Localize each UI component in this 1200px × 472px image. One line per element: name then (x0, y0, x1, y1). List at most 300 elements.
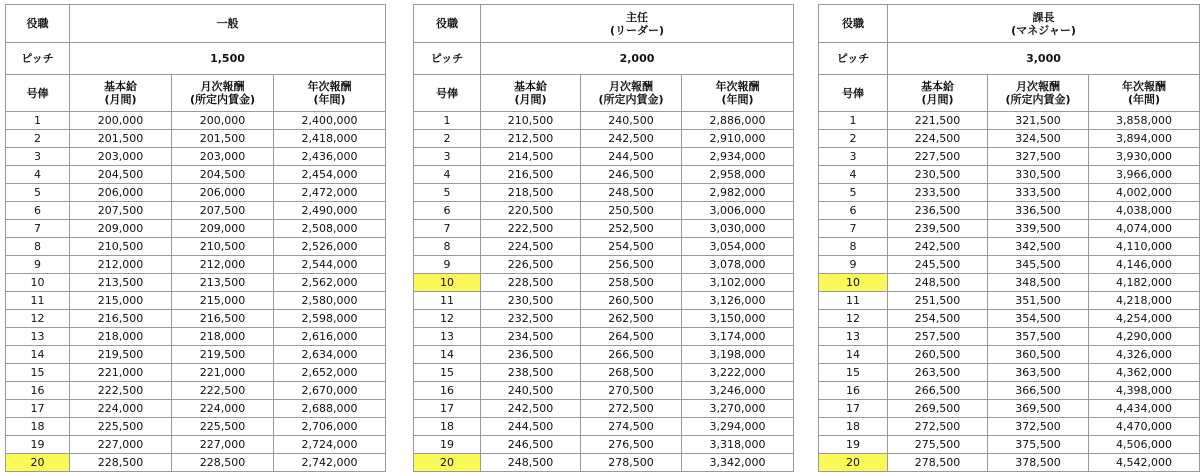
table-row (414, 148, 794, 166)
annual-pay-cell: 2,958,000 (682, 166, 794, 184)
base-salary-cell: 245,500 (888, 256, 988, 274)
annual-pay-cell: 3,222,000 (682, 364, 794, 382)
grade-cell: 4 (414, 166, 481, 184)
base-salary-cell: 230,500 (481, 292, 581, 310)
grade-cell: 5 (6, 184, 70, 202)
monthly-pay-cell: 215,000 (172, 292, 274, 310)
base-salary-cell: 224,000 (70, 400, 172, 418)
annual-pay-cell: 3,894,000 (1089, 130, 1200, 148)
pitch-value: 3,000 (888, 43, 1200, 75)
table-row (414, 202, 794, 220)
base-salary-cell: 220,500 (481, 202, 581, 220)
base-salary-cell: 204,500 (70, 166, 172, 184)
grade-cell: 16 (6, 382, 70, 400)
table-row (819, 238, 1200, 256)
annual-pay-cell: 3,054,000 (682, 238, 794, 256)
annual-pay-cell: 2,706,000 (274, 418, 386, 436)
grade-cell: 20 (819, 454, 888, 472)
table-row (819, 202, 1200, 220)
table-row (6, 202, 386, 220)
grade-cell: 16 (819, 382, 888, 400)
monthly-pay-cell: 242,500 (581, 130, 682, 148)
base-salary-cell: 206,000 (70, 184, 172, 202)
annual-pay-cell: 2,544,000 (274, 256, 386, 274)
table-row (414, 274, 794, 292)
grade-cell: 10 (6, 274, 70, 292)
base-salary-cell: 244,500 (481, 418, 581, 436)
table-row (6, 130, 386, 148)
base-salary-cell: 212,500 (481, 130, 581, 148)
base-salary-cell: 218,000 (70, 328, 172, 346)
grade-cell: 13 (414, 328, 481, 346)
annual-pay-cell: 3,966,000 (1089, 166, 1200, 184)
monthly-pay-cell: 372,500 (988, 418, 1089, 436)
annual-pay-cell: 2,982,000 (682, 184, 794, 202)
annual-pay-cell: 3,318,000 (682, 436, 794, 454)
base-salary-cell: 222,500 (481, 220, 581, 238)
annual-pay-cell: 4,002,000 (1089, 184, 1200, 202)
table-row (6, 418, 386, 436)
salary-table-shunin (413, 4, 794, 472)
pitch-label: ピッチ (6, 43, 70, 75)
grade-cell: 2 (6, 130, 70, 148)
position-label: 役職 (819, 5, 888, 43)
annual-pay-cell: 4,182,000 (1089, 274, 1200, 292)
base-salary-cell: 221,000 (70, 364, 172, 382)
base-salary-cell: 209,000 (70, 220, 172, 238)
position-title (888, 5, 1200, 43)
base-salary-header: 基本給 (月間) (481, 75, 581, 112)
annual-pay-cell: 2,436,000 (274, 148, 386, 166)
annual-pay-cell: 3,174,000 (682, 328, 794, 346)
grade-cell: 7 (6, 220, 70, 238)
monthly-pay-cell: 219,500 (172, 346, 274, 364)
monthly-pay-cell: 203,000 (172, 148, 274, 166)
annual-pay-cell: 3,294,000 (682, 418, 794, 436)
grade-cell: 17 (414, 400, 481, 418)
annual-pay-header: 年次報酬 (年間) (1089, 75, 1200, 112)
annual-pay-cell: 2,616,000 (274, 328, 386, 346)
monthly-pay-header: 月次報酬 (所定内賃金) (988, 75, 1089, 112)
table-row (6, 148, 386, 166)
base-salary-cell: 246,500 (481, 436, 581, 454)
monthly-pay-cell: 221,000 (172, 364, 274, 382)
grade-cell: 1 (6, 112, 70, 130)
grade-cell: 14 (414, 346, 481, 364)
table-row (414, 454, 794, 472)
monthly-pay-cell: 258,500 (581, 274, 682, 292)
annual-pay-cell: 3,078,000 (682, 256, 794, 274)
grade-cell: 3 (819, 148, 888, 166)
base-salary-cell: 221,500 (888, 112, 988, 130)
position-subtitle: (マネジャー) (1011, 23, 1076, 37)
monthly-pay-cell: 324,500 (988, 130, 1089, 148)
grade-cell: 19 (819, 436, 888, 454)
table-row (6, 292, 386, 310)
base-salary-cell: 278,500 (888, 454, 988, 472)
monthly-pay-cell: 351,500 (988, 292, 1089, 310)
annual-pay-header: 年次報酬 (年間) (682, 75, 794, 112)
base-salary-cell: 260,500 (888, 346, 988, 364)
grade-cell: 8 (414, 238, 481, 256)
annual-pay-cell: 4,506,000 (1089, 436, 1200, 454)
base-salary-cell: 242,500 (888, 238, 988, 256)
annual-pay-cell: 2,418,000 (274, 130, 386, 148)
base-salary-cell: 233,500 (888, 184, 988, 202)
base-salary-cell: 216,500 (481, 166, 581, 184)
grade-rows (6, 112, 386, 472)
base-salary-cell: 218,500 (481, 184, 581, 202)
base-salary-cell: 236,500 (888, 202, 988, 220)
position-label: 役職 (6, 5, 70, 43)
base-salary-cell: 224,500 (888, 130, 988, 148)
monthly-pay-cell: 225,500 (172, 418, 274, 436)
monthly-pay-cell: 276,500 (581, 436, 682, 454)
base-salary-cell: 254,500 (888, 310, 988, 328)
grade-cell: 18 (6, 418, 70, 436)
table-row (6, 436, 386, 454)
salary-table-kacho (818, 4, 1200, 472)
base-salary-cell: 239,500 (888, 220, 988, 238)
position-label: 役職 (414, 5, 481, 43)
annual-pay-cell: 3,126,000 (682, 292, 794, 310)
base-salary-cell: 200,000 (70, 112, 172, 130)
table-row (6, 274, 386, 292)
table-row (6, 364, 386, 382)
base-salary-cell: 232,500 (481, 310, 581, 328)
annual-pay-cell: 2,454,000 (274, 166, 386, 184)
table-row (414, 310, 794, 328)
annual-pay-cell: 4,218,000 (1089, 292, 1200, 310)
table-row (6, 328, 386, 346)
position-name: 主任 (626, 10, 648, 24)
monthly-pay-header: 月次報酬 (所定内賃金) (172, 75, 274, 112)
base-salary-cell: 207,500 (70, 202, 172, 220)
table-row (819, 346, 1200, 364)
grade-cell: 7 (819, 220, 888, 238)
grade-header: 号俸 (819, 75, 888, 112)
table-row (6, 256, 386, 274)
annual-pay-cell: 4,470,000 (1089, 418, 1200, 436)
grade-cell: 6 (414, 202, 481, 220)
base-salary-cell: 228,500 (481, 274, 581, 292)
monthly-pay-cell: 254,500 (581, 238, 682, 256)
monthly-pay-cell: 207,500 (172, 202, 274, 220)
grade-cell: 19 (414, 436, 481, 454)
annual-pay-cell: 2,400,000 (274, 112, 386, 130)
grade-cell: 11 (6, 292, 70, 310)
table-row (6, 220, 386, 238)
table-row (414, 382, 794, 400)
table-row (6, 382, 386, 400)
table-row (819, 382, 1200, 400)
table-row (819, 328, 1200, 346)
monthly-pay-cell: 210,500 (172, 238, 274, 256)
monthly-pay-cell: 224,000 (172, 400, 274, 418)
pitch-value: 2,000 (481, 43, 794, 75)
annual-pay-cell: 4,398,000 (1089, 382, 1200, 400)
grade-cell: 5 (819, 184, 888, 202)
base-salary-cell: 227,500 (888, 148, 988, 166)
monthly-pay-cell: 378,500 (988, 454, 1089, 472)
base-salary-cell: 222,500 (70, 382, 172, 400)
position-subtitle: (リーダー) (609, 23, 665, 37)
grade-rows (414, 112, 794, 472)
table-row (819, 166, 1200, 184)
monthly-pay-cell: 268,500 (581, 364, 682, 382)
annual-pay-cell: 3,858,000 (1089, 112, 1200, 130)
base-salary-cell: 224,500 (481, 238, 581, 256)
grade-cell: 1 (414, 112, 481, 130)
annual-pay-cell: 3,246,000 (682, 382, 794, 400)
grade-cell: 16 (414, 382, 481, 400)
base-salary-cell: 203,000 (70, 148, 172, 166)
grade-cell: 13 (819, 328, 888, 346)
table-row (819, 112, 1200, 130)
annual-pay-cell: 2,526,000 (274, 238, 386, 256)
table-row (6, 310, 386, 328)
monthly-pay-cell: 360,500 (988, 346, 1089, 364)
table-row (819, 256, 1200, 274)
grade-cell: 17 (6, 400, 70, 418)
table-row (414, 256, 794, 274)
table-row (819, 418, 1200, 436)
annual-pay-cell: 4,110,000 (1089, 238, 1200, 256)
base-salary-cell: 236,500 (481, 346, 581, 364)
grade-cell: 9 (6, 256, 70, 274)
monthly-pay-cell: 274,500 (581, 418, 682, 436)
salary-table-ippan (5, 4, 386, 472)
grade-cell: 8 (819, 238, 888, 256)
monthly-pay-cell: 248,500 (581, 184, 682, 202)
grade-cell: 4 (819, 166, 888, 184)
table-row (414, 130, 794, 148)
table-row (6, 166, 386, 184)
table-row (6, 454, 386, 472)
grade-cell: 18 (819, 418, 888, 436)
annual-pay-cell: 2,634,000 (274, 346, 386, 364)
monthly-pay-cell: 270,500 (581, 382, 682, 400)
annual-pay-cell: 3,102,000 (682, 274, 794, 292)
monthly-pay-cell: 321,500 (988, 112, 1089, 130)
monthly-pay-cell: 366,500 (988, 382, 1089, 400)
monthly-pay-cell: 330,500 (988, 166, 1089, 184)
grade-header: 号俸 (414, 75, 481, 112)
table-row (414, 436, 794, 454)
monthly-pay-cell: 363,500 (988, 364, 1089, 382)
table-row (6, 346, 386, 364)
annual-pay-cell: 4,290,000 (1089, 328, 1200, 346)
base-salary-cell: 234,500 (481, 328, 581, 346)
grade-cell: 20 (6, 454, 70, 472)
monthly-pay-cell: 244,500 (581, 148, 682, 166)
base-salary-cell: 226,500 (481, 256, 581, 274)
base-salary-header: 基本給 (月間) (888, 75, 988, 112)
monthly-pay-cell: 218,000 (172, 328, 274, 346)
grade-cell: 2 (414, 130, 481, 148)
monthly-pay-cell: 342,500 (988, 238, 1089, 256)
base-salary-cell: 228,500 (70, 454, 172, 472)
monthly-pay-cell: 252,500 (581, 220, 682, 238)
grade-rows (819, 112, 1200, 472)
grade-cell: 1 (819, 112, 888, 130)
monthly-pay-cell: 327,500 (988, 148, 1089, 166)
monthly-pay-cell: 206,000 (172, 184, 274, 202)
grade-header: 号俸 (6, 75, 70, 112)
monthly-pay-cell: 272,500 (581, 400, 682, 418)
annual-pay-cell: 2,508,000 (274, 220, 386, 238)
grade-cell: 5 (414, 184, 481, 202)
monthly-pay-cell: 200,000 (172, 112, 274, 130)
base-salary-cell: 213,500 (70, 274, 172, 292)
base-salary-cell: 230,500 (888, 166, 988, 184)
annual-pay-cell: 4,038,000 (1089, 202, 1200, 220)
base-salary-cell: 225,500 (70, 418, 172, 436)
grade-cell: 14 (819, 346, 888, 364)
monthly-pay-cell: 213,500 (172, 274, 274, 292)
monthly-pay-cell: 262,500 (581, 310, 682, 328)
base-salary-cell: 248,500 (888, 274, 988, 292)
table-row (819, 292, 1200, 310)
base-salary-cell: 227,000 (70, 436, 172, 454)
annual-pay-cell: 2,562,000 (274, 274, 386, 292)
table-row (819, 130, 1200, 148)
position-name: 課長 (1032, 10, 1055, 24)
table-row (414, 220, 794, 238)
grade-cell: 19 (6, 436, 70, 454)
table-row (414, 346, 794, 364)
annual-pay-cell: 2,688,000 (274, 400, 386, 418)
annual-pay-cell: 4,326,000 (1089, 346, 1200, 364)
grade-cell: 9 (819, 256, 888, 274)
monthly-pay-cell: 204,500 (172, 166, 274, 184)
annual-pay-cell: 2,580,000 (274, 292, 386, 310)
grade-cell: 6 (6, 202, 70, 220)
base-salary-cell: 272,500 (888, 418, 988, 436)
base-salary-cell: 240,500 (481, 382, 581, 400)
base-salary-cell: 216,500 (70, 310, 172, 328)
monthly-pay-header: 月次報酬 (所定内賃金) (581, 75, 682, 112)
monthly-pay-cell: 227,000 (172, 436, 274, 454)
table-row (414, 166, 794, 184)
base-salary-cell: 251,500 (888, 292, 988, 310)
monthly-pay-cell: 369,500 (988, 400, 1089, 418)
annual-pay-cell: 2,472,000 (274, 184, 386, 202)
annual-pay-cell: 3,270,000 (682, 400, 794, 418)
grade-cell: 10 (414, 274, 481, 292)
grade-cell: 15 (414, 364, 481, 382)
base-salary-cell: 238,500 (481, 364, 581, 382)
annual-pay-cell: 2,490,000 (274, 202, 386, 220)
base-salary-cell: 257,500 (888, 328, 988, 346)
position-title (70, 5, 386, 43)
position-name: 一般 (216, 17, 239, 30)
base-salary-cell: 215,000 (70, 292, 172, 310)
base-salary-cell: 212,000 (70, 256, 172, 274)
grade-cell: 11 (414, 292, 481, 310)
monthly-pay-cell: 375,500 (988, 436, 1089, 454)
position-title (481, 5, 794, 43)
annual-pay-cell: 2,598,000 (274, 310, 386, 328)
table-row (6, 112, 386, 130)
monthly-pay-cell: 336,500 (988, 202, 1089, 220)
base-salary-cell: 201,500 (70, 130, 172, 148)
monthly-pay-cell: 250,500 (581, 202, 682, 220)
base-salary-cell: 210,500 (481, 112, 581, 130)
monthly-pay-cell: 348,500 (988, 274, 1089, 292)
grade-cell: 12 (414, 310, 481, 328)
table-row (6, 400, 386, 418)
monthly-pay-cell: 357,500 (988, 328, 1089, 346)
grade-cell: 14 (6, 346, 70, 364)
monthly-pay-cell: 339,500 (988, 220, 1089, 238)
grade-cell: 15 (6, 364, 70, 382)
monthly-pay-cell: 256,500 (581, 256, 682, 274)
monthly-pay-cell: 212,000 (172, 256, 274, 274)
annual-pay-cell: 2,742,000 (274, 454, 386, 472)
base-salary-cell: 219,500 (70, 346, 172, 364)
annual-pay-cell: 2,652,000 (274, 364, 386, 382)
monthly-pay-cell: 345,500 (988, 256, 1089, 274)
annual-pay-cell: 3,198,000 (682, 346, 794, 364)
monthly-pay-cell: 333,500 (988, 184, 1089, 202)
annual-pay-cell: 4,074,000 (1089, 220, 1200, 238)
grade-cell: 18 (414, 418, 481, 436)
base-salary-cell: 242,500 (481, 400, 581, 418)
table-row (819, 310, 1200, 328)
monthly-pay-cell: 240,500 (581, 112, 682, 130)
monthly-pay-cell: 209,000 (172, 220, 274, 238)
annual-pay-cell: 3,030,000 (682, 220, 794, 238)
table-row (414, 292, 794, 310)
table-row (819, 454, 1200, 472)
base-salary-cell: 266,500 (888, 382, 988, 400)
table-row (414, 328, 794, 346)
base-salary-cell: 275,500 (888, 436, 988, 454)
table-row (819, 184, 1200, 202)
annual-pay-cell: 3,006,000 (682, 202, 794, 220)
grade-cell: 6 (819, 202, 888, 220)
annual-pay-cell: 4,254,000 (1089, 310, 1200, 328)
table-row (6, 238, 386, 256)
annual-pay-cell: 4,434,000 (1089, 400, 1200, 418)
annual-pay-cell: 4,362,000 (1089, 364, 1200, 382)
base-salary-header: 基本給 (月間) (70, 75, 172, 112)
grade-cell: 13 (6, 328, 70, 346)
base-salary-cell: 263,500 (888, 364, 988, 382)
table-row (414, 400, 794, 418)
table-row (6, 184, 386, 202)
annual-pay-cell: 3,930,000 (1089, 148, 1200, 166)
grade-cell: 17 (819, 400, 888, 418)
monthly-pay-cell: 266,500 (581, 346, 682, 364)
grade-cell: 3 (6, 148, 70, 166)
base-salary-cell: 248,500 (481, 454, 581, 472)
table-row (819, 148, 1200, 166)
annual-pay-cell: 4,146,000 (1089, 256, 1200, 274)
annual-pay-cell: 2,724,000 (274, 436, 386, 454)
grade-cell: 12 (819, 310, 888, 328)
monthly-pay-cell: 201,500 (172, 130, 274, 148)
base-salary-cell: 214,500 (481, 148, 581, 166)
table-row (819, 400, 1200, 418)
annual-pay-cell: 3,150,000 (682, 310, 794, 328)
annual-pay-cell: 2,910,000 (682, 130, 794, 148)
monthly-pay-cell: 260,500 (581, 292, 682, 310)
table-row (414, 112, 794, 130)
grade-cell: 7 (414, 220, 481, 238)
annual-pay-cell: 2,886,000 (682, 112, 794, 130)
